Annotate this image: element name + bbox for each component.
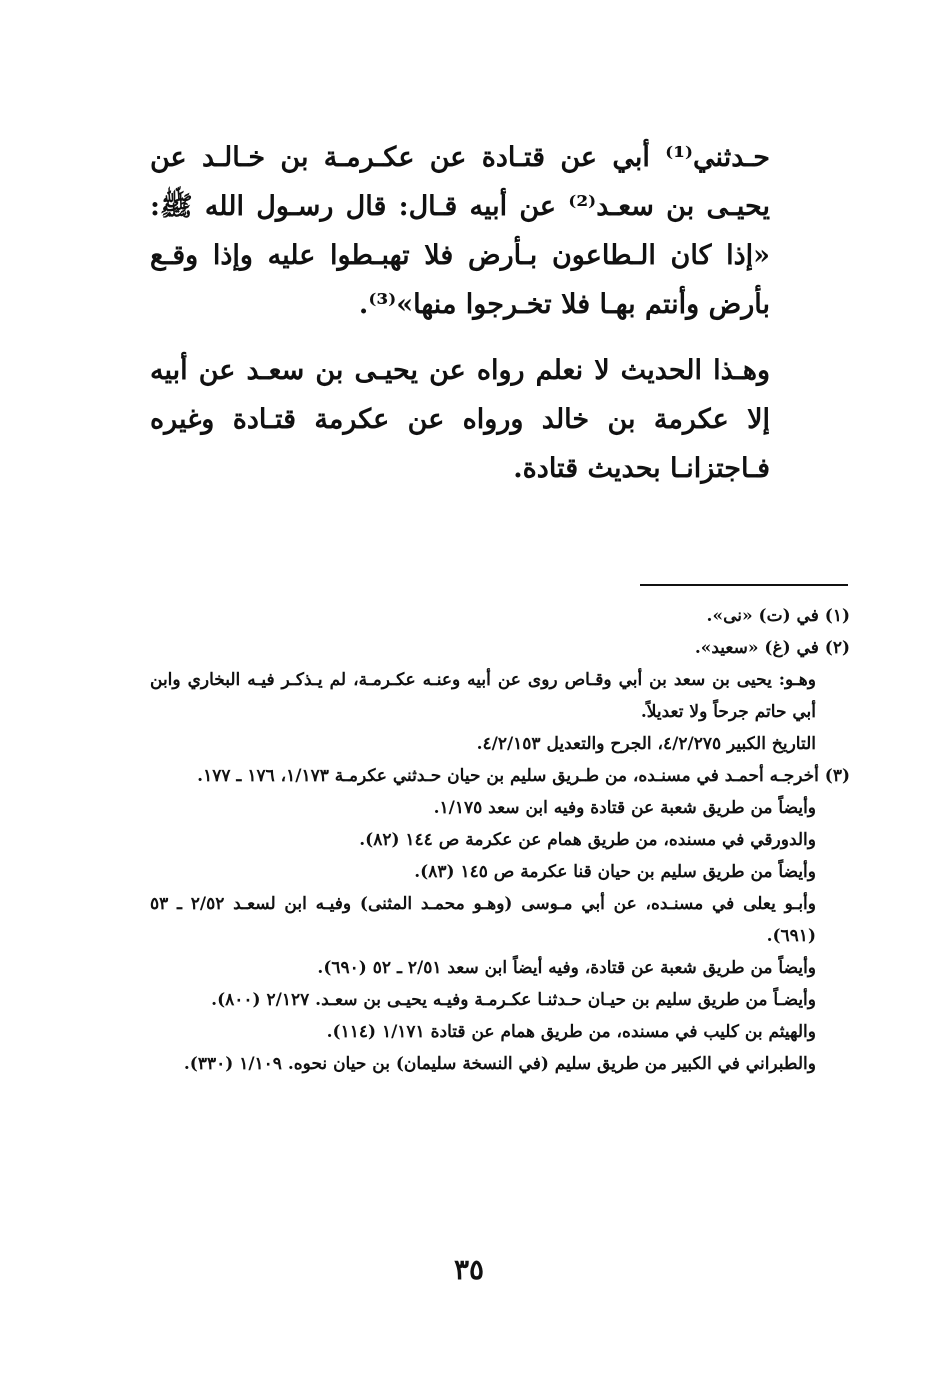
- footnote-3-source: والهيثم بن كليب في مسنده، من طريق همام عن قتادة ١/١٧١ (١١٤).: [326, 1022, 816, 1042]
- body-paragraph-1: حـدثني⁽¹⁾ أبي عن قتـادة عن عكـرمـة بن خـالـد عن يحيـى بن سعـد⁽²⁾ عن أبيه قـال: قال رسـول الله ﷺ: «إذا كان الـطاعون بـأرض فلا تهبـطوا عليه وإذا وقـع بأرض وأنتم بهـا فلا تخـرجوا منها»⁽³⁾.: [150, 142, 770, 320]
- footnote-3-source: وأيضاً من طريق شعبة عن قتادة، وفيه أيضاً ابن سعد ٢/٥١ ـ ٥٢ (٦٩٠).: [317, 958, 816, 978]
- footnote-3-source: وأيضاً من طريق سليم بن حيان قنا عكرمة ص ١٤٥ (٨٣).: [414, 862, 816, 882]
- footnotes: [150, 600, 850, 1080]
- footnote-1: (١) في (ت) «نى».: [706, 606, 850, 626]
- footnote-2-reference: التاريخ الكبير ٤/٢/٢٧٥، الجرح والتعديل ٤/٢/١٥٣.: [476, 734, 816, 754]
- body-paragraph-2: وهـذا الحديث لا نعلم رواه عن يحيـى بن سعـد عن أبيه إلا عكرمة بن خالد ورواه عن عكرمة قتـادة وغيره فـاجتزانـا بحديث قتادة.: [150, 355, 770, 484]
- footnote-2: (٢) في (غ) «سعيد».: [694, 638, 850, 658]
- footnote-3-source: وأبـو يعلى في مسنـده، عن أبي مـوسى (وهـو محمـد المثنى) وفيـه ابن لسعـد ٢/٥٢ ـ ٥٣ (٦٩١).: [150, 894, 816, 946]
- page-number: ٣٥: [453, 1253, 485, 1286]
- footnote-3: (٣) أخرجـه أحمـد في مسنـده، من طـريق سليم بن حيان حـدثني عكرمـة ١/١٧٣، ١٧٦ ـ ١٧٧.: [197, 766, 850, 786]
- footnote-3-source: وأيضاً من طريق شعبة عن قتادة وفيه ابن سعد ١/١٧٥.: [433, 798, 816, 818]
- footnote-3-source: والدورقي في مسنده، من طريق همام عن عكرمة ص ١٤٤ (٨٢).: [359, 830, 816, 850]
- footnote-3-source: والطبراني في الكبير من طريق سليم (في النسخة سليمان) بن حيان نحوه. ١/١٠٩ (٣٣٠).: [183, 1054, 816, 1074]
- footnote-2-note: وهـو: يحيى بن سعد بن أبي وقـاص روى عن أبيه وعنـه عكـرمـة، لم يـذكـر فيـه البخاري وابن أبي حاتم جرحاً ولا تعديلاً.: [150, 670, 816, 722]
- footnote-separator: [640, 584, 848, 586]
- footnote-3-source: وأيضـاً من طريق سليم بن حيـان حـدثنـا عكـرمـة وفيـه يحيـى بن سعـد. ٢/١٢٧ (٨٠٠).: [211, 990, 816, 1010]
